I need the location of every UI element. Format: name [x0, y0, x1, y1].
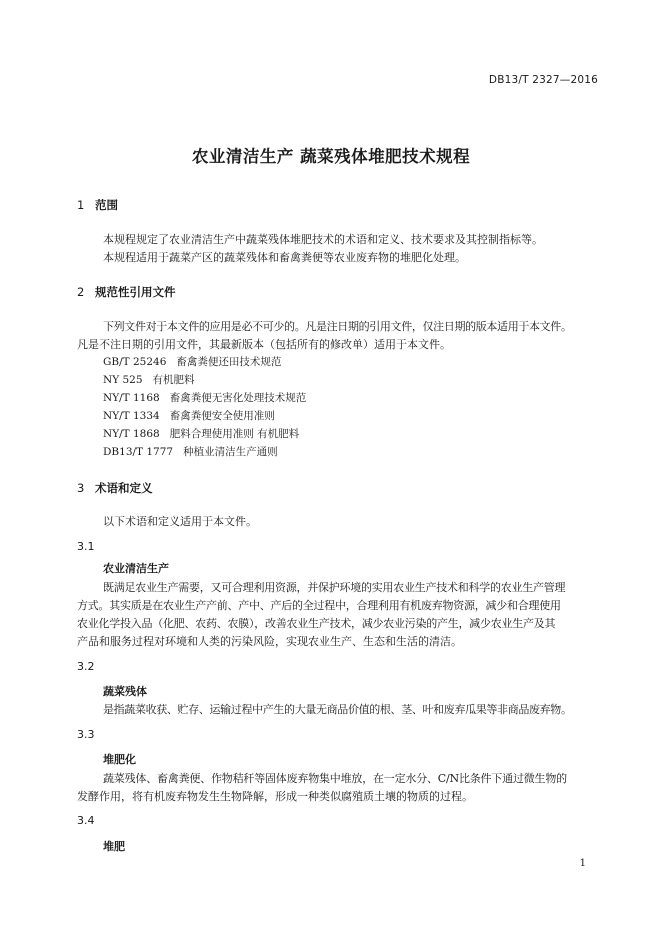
reference-title: 有机肥料: [152, 374, 195, 386]
reference-code: DB13/T 1777: [103, 446, 174, 458]
reference-item: [103, 408, 275, 423]
term-number: 3.4: [77, 814, 95, 827]
term-number: 3.3: [77, 728, 95, 741]
reference-code: NY/T 1868: [103, 428, 160, 440]
term-name: 农业清洁生产: [103, 562, 169, 575]
definition-line: 蔬菜残体、畜禽粪便、作物秸秆等固体废弃物集中堆放，在一定水分、C/N比条件下通过微生物的: [103, 772, 567, 785]
reference-code: GB/T 25246: [103, 356, 167, 368]
reference-title: 肥料合理使用准则 有机肥料: [169, 428, 300, 440]
definition-line: 产品和服务过程对环境和人类的污染风险，实现农业生产、生态和生活的清洁。: [77, 635, 462, 648]
term-name: 堆肥: [103, 840, 125, 853]
references-intro-line-2: 凡是不注日期的引用文件，其最新版本（包括所有的修改单）适用于本文件。: [77, 338, 451, 351]
scope-paragraph-1: 本规程规定了农业清洁生产中蔬菜残体堆肥技术的术语和定义、技术要求及其控制指标等。: [103, 233, 543, 246]
reference-title: 畜禽粪便无害化处理技术规范: [169, 392, 307, 404]
reference-item: [103, 390, 306, 405]
reference-item: [103, 426, 299, 441]
scope-paragraph-2: 本规程适用于蔬菜产区的蔬菜残体和畜禽粪便等农业废弃物的堆肥化处理。: [103, 251, 466, 264]
reference-code: NY/T 1168: [103, 392, 160, 404]
reference-code: NY/T 1334: [103, 410, 160, 422]
definition-line: 既满足农业生产需要，又可合理利用资源，并保护环境的实用农业生产技术和科学的农业生产管理: [103, 581, 566, 594]
section-title: 术语和定义: [95, 481, 153, 495]
definition-line: 是指蔬菜收获、贮存、运输过程中产生的大量无商品价值的根、茎、叶和废弃瓜果等非商品废弃物。: [103, 703, 572, 716]
definition-line: 农业化学投入品（化肥、农药、农膜），改善农业生产技术，减少农业污染的产生，减少农业生产及其: [77, 617, 556, 630]
section-title: 规范性引用文件: [95, 285, 176, 299]
references-intro-line-1: 下列文件对于本文件的应用是必不可少的。凡是注日期的引用文件，仅注日期的版本适用于本文件。: [103, 320, 572, 333]
reference-title: 畜禽粪便还田技术规范: [176, 356, 282, 368]
section-number: 1: [77, 198, 85, 212]
standard-code: DB13/T 2327—2016: [488, 74, 598, 86]
section-heading-terms: [77, 480, 153, 496]
reference-item: [103, 354, 281, 369]
section-number: 3: [77, 481, 85, 495]
term-name: 堆肥化: [103, 753, 136, 766]
term-name: 蔬菜残体: [103, 685, 147, 698]
definition-line: 方式。其实质是在农业生产产前、产中、产后的全过程中，合理利用有机废弃物资源，减少和合理使用: [77, 599, 561, 612]
section-number: 2: [77, 285, 85, 299]
reference-title: 种植业清洁生产通则: [183, 446, 278, 458]
section-heading-references: [77, 284, 176, 300]
reference-title: 畜禽粪便安全使用准则: [169, 410, 275, 422]
reference-item: [103, 372, 195, 387]
term-number: 3.2: [77, 660, 95, 673]
section-title: 范围: [95, 198, 118, 212]
page-number: 1: [579, 858, 586, 869]
terms-intro: 以下术语和定义适用于本文件。: [103, 515, 257, 528]
reference-code: NY 525: [103, 374, 143, 386]
definition-line: 发酵作用，将有机废弃物发生生物降解，形成一种类似腐殖质土壤的物质的过程。: [77, 790, 473, 803]
section-heading-scope: [77, 197, 118, 213]
term-number: 3.1: [77, 540, 95, 553]
document-title: 农业清洁生产 蔬菜残体堆肥技术规程: [191, 147, 471, 166]
reference-item: [103, 444, 278, 459]
